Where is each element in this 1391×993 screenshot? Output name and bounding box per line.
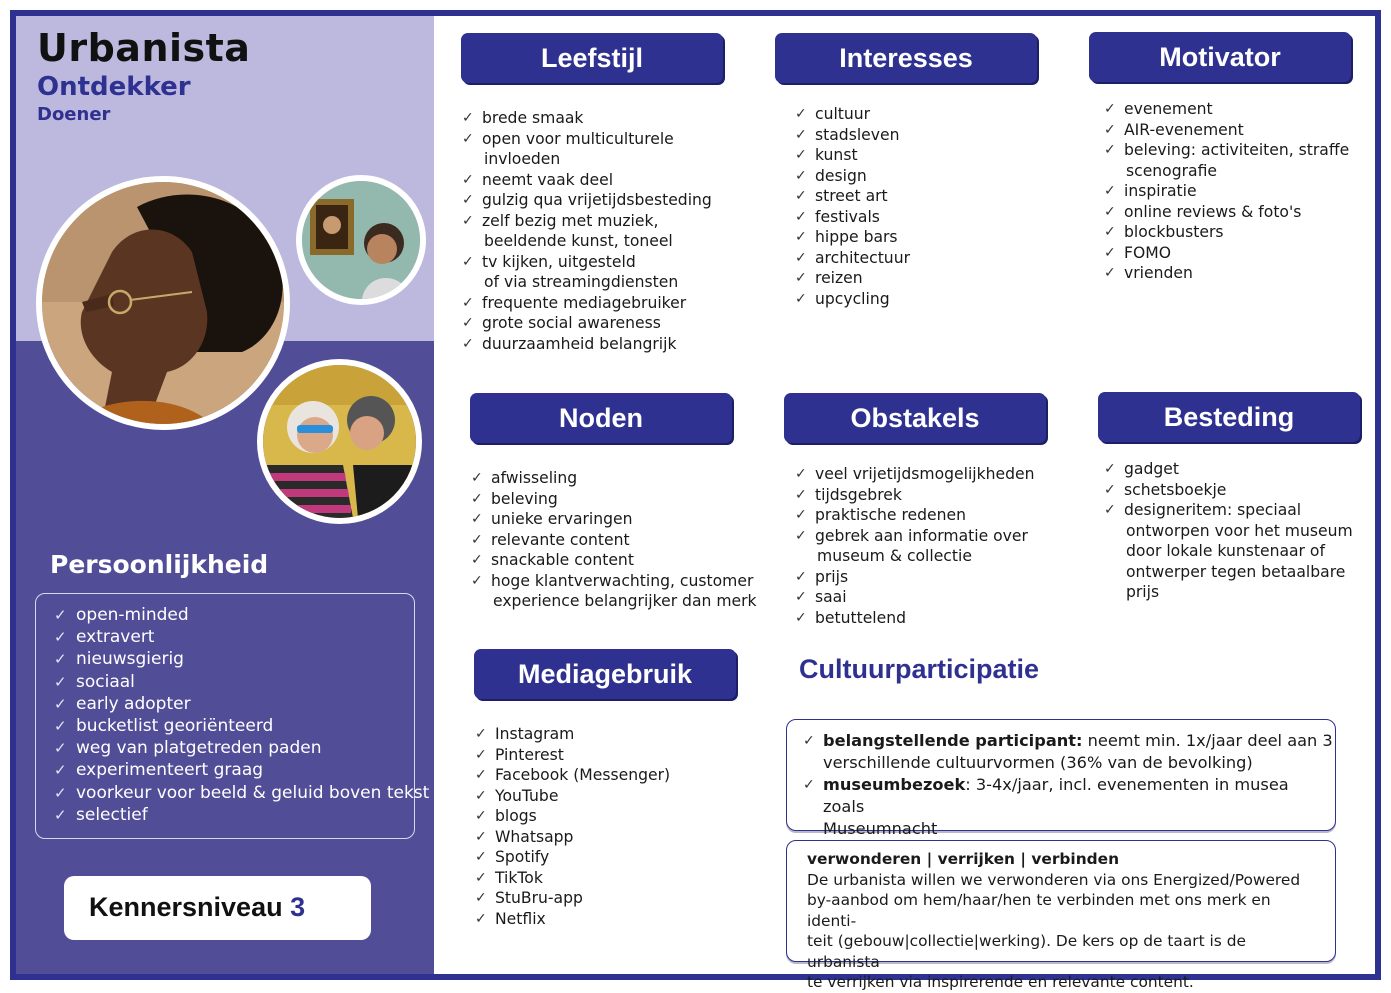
motivator-item-label: online reviews & foto's <box>1124 202 1302 221</box>
check-icon: ✓ <box>475 910 487 927</box>
check-icon: ✓ <box>475 869 487 886</box>
interesses-item <box>795 268 910 289</box>
participant-text-cont: verschillende cultuurvormen (36% van de bevolking) <box>823 753 1253 772</box>
interesses-item-label: reizen <box>815 269 863 287</box>
portrait-photo-couple <box>257 359 422 524</box>
check-icon: ✓ <box>54 783 67 802</box>
interesses-item-label: design <box>815 166 867 185</box>
leefstijl-item-label: neemt vaak deel <box>482 170 614 189</box>
noden-item <box>471 571 757 612</box>
check-icon: ✓ <box>1104 265 1116 281</box>
besteding-item-label: door lokale kunstenaar of <box>1126 542 1325 560</box>
obstakels-item-label: praktische redenen <box>815 506 966 524</box>
persona-subsubtitle: Doener <box>37 104 111 125</box>
personality-item <box>54 804 414 826</box>
besteding-item-label: prijs <box>1126 583 1160 601</box>
museum-man-illustration <box>302 181 420 299</box>
participant-text: neemt min. 1x/jaar deel aan 3 <box>1082 731 1333 750</box>
interesses-item <box>795 166 910 187</box>
noden-item <box>471 509 757 530</box>
mediagebruik-item-label: Netflix <box>495 909 546 928</box>
motivator-item-label: scenografie <box>1126 161 1217 180</box>
knowledge-level-value: 3 <box>290 892 306 922</box>
obstakels-item-label: gebrek aan informatie over <box>815 526 1028 545</box>
personality-item <box>54 782 430 804</box>
personality-box <box>35 593 430 839</box>
motivator-item <box>1104 99 1349 120</box>
check-icon: ✓ <box>471 572 483 589</box>
strategy-line: te verrijken via inspirerende en relevante content. <box>807 973 1194 991</box>
motivator-item <box>1104 222 1349 243</box>
motivator-item-label: FOMO <box>1124 243 1171 262</box>
leefstijl-item-label: open voor multiculturele <box>482 129 674 148</box>
check-icon: ✓ <box>1104 142 1116 158</box>
personality-item <box>54 737 414 759</box>
check-icon: ✓ <box>795 568 807 585</box>
leefstijl-item <box>462 190 712 211</box>
obstakels-item <box>795 608 1035 629</box>
personality-item-label: bucketlist georiënteerd <box>76 716 274 737</box>
mediagebruik-item <box>475 765 670 786</box>
mediagebruik-item <box>475 827 670 848</box>
leefstijl-list <box>462 108 712 354</box>
motivator-item <box>1104 120 1349 141</box>
mediagebruik-list <box>475 724 670 929</box>
museumbezoek-text: : 3-4x/jaar, incl. evenementen in musea zoals <box>823 775 1289 816</box>
participation-box <box>786 719 1336 838</box>
check-icon: ✓ <box>471 552 483 568</box>
motivator-item-label: vrienden <box>1124 264 1193 282</box>
mediagebruik-item-label: Spotify <box>495 848 550 866</box>
mediagebruik-item-label: Whatsapp <box>495 827 574 846</box>
obstakels-item <box>795 485 1035 506</box>
motivator-item <box>1104 140 1349 181</box>
interesses-item-label: architectuur <box>815 248 910 267</box>
strategy-line: teit (gebouw|collectie|werking). De kers op de taart is de urbanista <box>807 932 1246 971</box>
interesses-item <box>795 248 910 269</box>
besteding-item-label: ontworpen voor het museum <box>1126 521 1353 540</box>
leefstijl-item-label: grote social awareness <box>482 314 661 332</box>
obstakels-item-label: saai <box>815 588 847 606</box>
interesses-item <box>795 125 910 146</box>
strategy-box <box>786 840 1336 991</box>
leefstijl-item <box>462 252 712 293</box>
check-icon: ✓ <box>54 650 67 669</box>
check-icon: ✓ <box>795 208 807 225</box>
mediagebruik-item-label: Pinterest <box>495 745 564 764</box>
noden-item-label: hoge klantverwachting, customer <box>491 571 754 590</box>
check-icon: ✓ <box>54 739 67 758</box>
besteding-item <box>1104 459 1353 480</box>
interesses-item-label: hippe bars <box>815 228 898 246</box>
section-header-leefstijl: Leefstijl <box>461 33 723 83</box>
couple-illustration <box>263 365 416 518</box>
participation-row-museumbezoek <box>803 774 1335 840</box>
personality-item-label: open-minded <box>76 605 189 625</box>
section-header-besteding: Besteding <box>1098 392 1360 442</box>
obstakels-list <box>795 464 1035 628</box>
check-icon: ✓ <box>795 167 807 184</box>
mediagebruik-item-label: Instagram <box>495 725 575 743</box>
knowledge-level-label: Kennersniveau <box>89 892 283 922</box>
interesses-item-label: upcycling <box>815 289 890 308</box>
personality-item <box>54 715 414 737</box>
museumbezoek-label: museumbezoek <box>823 775 966 794</box>
check-icon: ✓ <box>54 606 67 624</box>
check-icon: ✓ <box>471 490 483 507</box>
check-icon: ✓ <box>1104 244 1116 261</box>
mediagebruik-item <box>475 724 670 745</box>
noden-item <box>471 489 757 510</box>
besteding-item-label: ontwerper tegen betaalbare <box>1126 562 1346 581</box>
knowledge-level-badge <box>64 876 371 940</box>
obstakels-item-label: museum & collectie <box>817 547 972 565</box>
personality-item <box>54 759 414 781</box>
section-header-mediagebruik: Mediagebruik <box>474 649 736 699</box>
mediagebruik-item <box>475 847 670 868</box>
personality-item-label: selectief <box>76 804 148 825</box>
interesses-item-label: festivals <box>815 207 880 226</box>
check-icon: ✓ <box>462 130 474 147</box>
leefstijl-item-label: gulzig qua vrijetijdsbesteding <box>482 191 712 209</box>
check-icon: ✓ <box>795 106 807 122</box>
personality-title: Persoonlijkheid <box>50 550 269 579</box>
check-icon: ✓ <box>462 335 474 352</box>
section-header-interesses: Interesses <box>775 33 1037 83</box>
check-icon: ✓ <box>1104 203 1116 220</box>
leefstijl-item <box>462 293 712 314</box>
obstakels-item-label: betuttelend <box>815 608 907 627</box>
leefstijl-item <box>462 170 712 191</box>
mediagebruik-item <box>475 745 670 766</box>
interesses-item <box>795 186 910 207</box>
check-icon: ✓ <box>462 253 474 270</box>
besteding-item-label: schetsboekje <box>1124 480 1227 499</box>
check-icon: ✓ <box>1104 101 1116 117</box>
motivator-item <box>1104 263 1349 284</box>
personality-item <box>54 604 414 626</box>
check-icon: ✓ <box>471 470 483 486</box>
personality-item-label: experimenteert graag <box>76 760 264 781</box>
obstakels-item <box>795 587 1035 608</box>
check-icon: ✓ <box>795 249 807 266</box>
check-icon: ✓ <box>795 290 807 307</box>
personality-item-label: weg van platgetreden paden <box>76 738 322 759</box>
motivator-item <box>1104 243 1349 264</box>
obstakels-item-label: veel vrijetijdsmogelijkheden <box>815 465 1035 483</box>
check-icon: ✓ <box>471 511 483 527</box>
leefstijl-item <box>462 108 712 129</box>
noden-list <box>471 468 757 612</box>
obstakels-item <box>795 526 1035 567</box>
motivator-item-label: beleving: activiteiten, straffe <box>1124 141 1350 159</box>
interesses-item-label: cultuur <box>815 105 871 123</box>
mediagebruik-item <box>475 786 670 807</box>
mediagebruik-item <box>475 888 670 909</box>
strategy-title: verwonderen | verrijken | verbinden <box>807 850 1120 868</box>
strategy-line: by-aanbod om hem/haar/hen te verbinden met ons merk en identi- <box>807 891 1271 930</box>
leefstijl-item-label: of via streamingdiensten <box>484 273 679 291</box>
participation-row-participant <box>803 730 1335 774</box>
besteding-item <box>1104 500 1353 603</box>
motivator-item-label: inspiratie <box>1124 182 1197 200</box>
check-icon: ✓ <box>462 171 474 188</box>
motivator-item-label: blockbusters <box>1124 223 1224 241</box>
check-icon: ✓ <box>462 110 474 126</box>
check-icon: ✓ <box>462 294 474 311</box>
mediagebruik-item <box>475 868 670 889</box>
mediagebruik-item-label: blogs <box>495 807 537 825</box>
portrait-photo-woman <box>36 176 290 430</box>
check-icon: ✓ <box>1104 121 1116 138</box>
leefstijl-item-label: frequente mediagebruiker <box>482 293 687 312</box>
check-icon: ✓ <box>795 229 807 245</box>
check-icon: ✓ <box>795 147 807 163</box>
interesses-item <box>795 145 910 166</box>
noden-item-label: experience belangrijker dan merk <box>493 592 757 610</box>
check-icon: ✓ <box>54 694 67 713</box>
motivator-list <box>1104 99 1349 284</box>
leefstijl-item-label: brede smaak <box>482 109 584 127</box>
check-icon: ✓ <box>795 466 807 482</box>
portrait-woman-illustration <box>42 182 284 424</box>
check-icon: ✓ <box>54 805 67 824</box>
check-icon: ✓ <box>475 828 487 845</box>
cultuurparticipatie-title: Cultuurparticipatie <box>799 654 1040 684</box>
noden-item <box>471 530 757 551</box>
besteding-item-label: designeritem: speciaal <box>1124 501 1302 519</box>
leefstijl-item-label: duurzaamheid belangrijk <box>482 334 677 353</box>
museumbezoek-text-cont: Museumnacht <box>823 819 938 838</box>
check-icon: ✓ <box>475 808 487 824</box>
interesses-item-label: kunst <box>815 146 858 164</box>
besteding-item <box>1104 480 1353 501</box>
personality-item <box>54 671 414 693</box>
check-icon: ✓ <box>795 188 807 204</box>
check-icon: ✓ <box>471 531 483 548</box>
participant-label: belangstellende participant: <box>823 731 1083 750</box>
interesses-item <box>795 104 910 125</box>
noden-item <box>471 468 757 489</box>
check-icon: ✓ <box>54 717 67 736</box>
check-icon: ✓ <box>803 733 815 749</box>
check-icon: ✓ <box>795 486 807 503</box>
personality-list <box>54 604 430 826</box>
obstakels-item <box>795 567 1035 588</box>
personality-item-label: nieuwsgierig <box>76 649 184 670</box>
check-icon: ✓ <box>475 787 487 804</box>
obstakels-item <box>795 505 1035 526</box>
check-icon: ✓ <box>54 672 67 691</box>
persona-subtitle: Ontdekker <box>37 72 191 102</box>
check-icon: ✓ <box>54 628 67 647</box>
leefstijl-item <box>462 313 712 334</box>
leefstijl-item <box>462 129 712 170</box>
noden-item-label: snackable content <box>491 551 634 569</box>
obstakels-item-label: prijs <box>815 567 849 586</box>
personality-item-label: early adopter <box>76 693 191 714</box>
check-icon: ✓ <box>475 767 487 783</box>
check-icon: ✓ <box>462 315 474 331</box>
check-icon: ✓ <box>475 746 487 763</box>
personality-item <box>54 648 414 670</box>
check-icon: ✓ <box>803 777 815 793</box>
mediagebruik-item <box>475 909 670 930</box>
interesses-item <box>795 227 910 248</box>
interesses-item <box>795 207 910 228</box>
noden-item <box>471 550 757 571</box>
check-icon: ✓ <box>54 761 67 780</box>
personality-item <box>54 626 414 648</box>
check-icon: ✓ <box>795 270 807 286</box>
check-icon: ✓ <box>795 609 807 626</box>
mediagebruik-item-label: Facebook (Messenger) <box>495 766 671 784</box>
leefstijl-item <box>462 334 712 355</box>
motivator-item-label: evenement <box>1124 100 1213 118</box>
check-icon: ✓ <box>1104 461 1116 477</box>
personality-item-label: voorkeur voor beeld & geluid boven tekst <box>76 782 430 803</box>
noden-item-label: unieke ervaringen <box>491 510 633 528</box>
motivator-item <box>1104 202 1349 223</box>
leefstijl-item-label: beeldende kunst, toneel <box>484 232 673 250</box>
besteding-list <box>1104 459 1353 603</box>
check-icon: ✓ <box>795 126 807 143</box>
interesses-item <box>795 289 910 310</box>
obstakels-item <box>795 464 1035 485</box>
check-icon: ✓ <box>462 212 474 229</box>
check-icon: ✓ <box>795 527 807 544</box>
portrait-photo-man-museum <box>296 175 426 305</box>
leefstijl-item-label: tv kijken, uitgesteld <box>482 252 636 271</box>
check-icon: ✓ <box>1104 183 1116 199</box>
mediagebruik-item-label: YouTube <box>495 786 559 805</box>
section-header-obstakels: Obstakels <box>784 393 1046 443</box>
motivator-item <box>1104 181 1349 202</box>
noden-item-label: afwisseling <box>491 469 578 487</box>
interesses-item-label: street art <box>815 187 888 205</box>
check-icon: ✓ <box>795 507 807 523</box>
check-icon: ✓ <box>462 192 474 208</box>
check-icon: ✓ <box>1104 502 1116 518</box>
check-icon: ✓ <box>795 589 807 605</box>
check-icon: ✓ <box>475 849 487 865</box>
leefstijl-item <box>462 211 712 252</box>
mediagebruik-item-label: TikTok <box>495 868 543 887</box>
section-header-noden: Noden <box>470 393 732 443</box>
noden-item-label: relevante content <box>491 530 630 549</box>
strategy-line: De urbanista willen we verwonderen via ons Energized/Powered <box>807 870 1301 889</box>
motivator-item-label: AIR-evenement <box>1124 120 1244 139</box>
interesses-list <box>795 104 910 309</box>
check-icon: ✓ <box>475 726 487 742</box>
besteding-item-label: gadget <box>1124 460 1179 478</box>
section-header-motivator: Motivator <box>1089 32 1351 82</box>
check-icon: ✓ <box>1104 224 1116 240</box>
obstakels-item-label: tijdsgebrek <box>815 485 902 504</box>
mediagebruik-item-label: StuBru-app <box>495 889 583 907</box>
personality-item-label: extravert <box>76 627 155 648</box>
leefstijl-item-label: zelf bezig met muziek, <box>482 211 659 230</box>
personality-item-label: sociaal <box>76 671 135 692</box>
interesses-item-label: stadsleven <box>815 125 900 144</box>
check-icon: ✓ <box>475 890 487 906</box>
personality-item <box>54 693 414 715</box>
mediagebruik-item <box>475 806 670 827</box>
noden-item-label: beleving <box>491 489 558 508</box>
leefstijl-item-label: invloeden <box>484 150 561 168</box>
persona-name: Urbanista <box>37 26 251 70</box>
check-icon: ✓ <box>1104 481 1116 498</box>
